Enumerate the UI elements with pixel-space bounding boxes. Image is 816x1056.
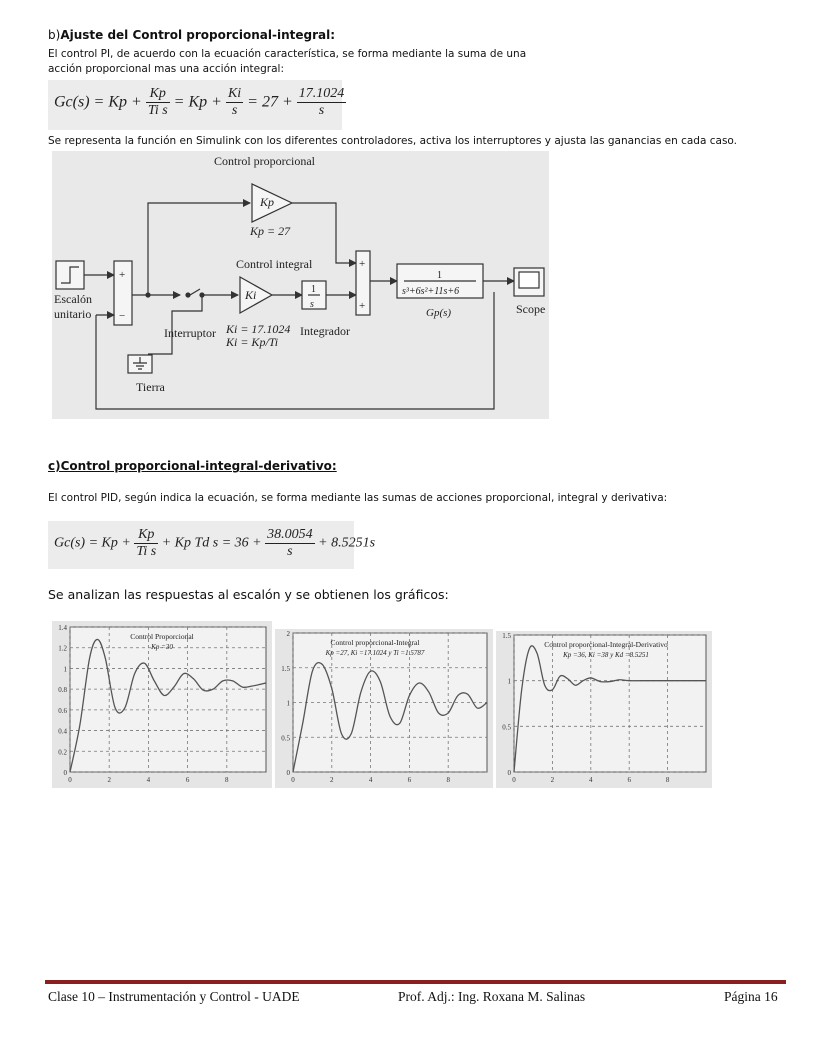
ki-block-label: Ki: [245, 288, 257, 302]
footer-right: Página 16: [724, 989, 778, 1004]
footer-rule: [45, 980, 786, 984]
x-tick-label: 0: [291, 776, 295, 784]
plant-label: Gp(s): [426, 307, 452, 319]
diagram-title: Control proporcional: [214, 154, 315, 168]
pi-eq-frac2-num: Ki: [227, 86, 242, 101]
plant-num: 1: [437, 270, 442, 281]
y-tick-label: 0.5: [502, 723, 511, 732]
pid-eq-frac2-num: 38.0054: [267, 527, 313, 542]
simulink-diagram: [52, 151, 549, 419]
x-tick-label: 2: [330, 776, 334, 784]
plot-pid: [496, 631, 712, 788]
section-b-para2: Se representa la función en Simulink con los diferentes controladores, activa los interruptores y ajusta las ganancias en cada caso.: [48, 135, 737, 147]
pid-eq-rhs: + 8.5251s: [318, 535, 376, 551]
chart-subtitle: Kp =30: [151, 643, 173, 651]
plot-pi: [275, 629, 493, 788]
section-c-para2: Se analizan las respuestas al escalón y se obtienen los gráficos:: [48, 587, 449, 602]
y-tick-label: 0: [286, 769, 290, 777]
x-tick-label: 8: [446, 776, 450, 784]
footer-left: Clase 10 – Instrumentación y Control - UADE: [48, 989, 300, 1004]
ground-label: Tierra: [136, 380, 165, 394]
y-tick-label: 1.2: [58, 644, 67, 653]
kp-block-label: Kp: [260, 195, 275, 209]
pid-eq-frac1: [134, 527, 158, 560]
x-tick-label: 4: [368, 776, 373, 784]
kp-value-label: Kp = 27: [250, 224, 291, 238]
pi-eq-frac1-num: Kp: [146, 86, 170, 103]
ki-formula-label: Ki = Kp/Ti: [226, 335, 279, 349]
section-b-heading: [48, 28, 335, 42]
integrator-den: s: [310, 299, 314, 310]
plot-p: [52, 621, 272, 788]
pi-eq-rhs: = 27 +: [247, 93, 293, 111]
section-c-heading: c)Control proporcional-integral-derivativo:: [48, 459, 337, 473]
x-tick-label: 6: [627, 776, 631, 784]
y-tick-label: 1.5: [502, 632, 511, 640]
x-tick-label: 4: [146, 776, 151, 784]
integrator-num: 1: [311, 284, 316, 295]
section-b-para1-line2: acción proporcional mas una acción integral:: [48, 63, 285, 75]
pid-eq-frac1-num: Kp: [134, 527, 158, 544]
pid-eq-mid: + Kp Td s = 36 +: [161, 535, 262, 551]
switch-label: Interruptor: [164, 326, 216, 340]
x-tick-label: 4: [589, 776, 593, 784]
pi-eq-frac2: [226, 86, 243, 119]
section-b-prefix: b): [48, 28, 61, 42]
y-tick-label: 0.6: [58, 706, 67, 715]
y-tick-label: 1.4: [58, 624, 67, 632]
y-tick-label: 0: [507, 769, 511, 777]
chart-title: Control proporcional-Integral: [330, 638, 420, 647]
pid-eq-lhs: Gc(s) = Kp +: [54, 535, 131, 551]
pi-eq-lhs: Gc(s) = Kp +: [54, 93, 142, 111]
x-tick-label: 8: [665, 776, 670, 784]
section-c-para1: El control PID, según indica la ecuación, se forma mediante las sumas de acciones proporcional, integral y derivativa:: [48, 492, 668, 504]
pi-equation: [48, 80, 345, 130]
plot-pi-svg: [275, 629, 493, 788]
chart-subtitle: Kp =36, Ki =38 y Kd =8.5251: [563, 651, 649, 659]
y-tick-label: 1: [507, 677, 511, 686]
x-tick-label: 2: [107, 776, 111, 784]
section-b-title: Ajuste del Control proporcional-integral:: [60, 28, 336, 42]
pi-eq-frac1: [146, 86, 170, 119]
pi-eq-frac3: [297, 86, 347, 119]
scope-label: Scope: [516, 302, 546, 316]
x-tick-label: 0: [512, 776, 516, 784]
x-tick-label: 8: [225, 776, 229, 784]
y-tick-label: 1.5: [281, 664, 290, 673]
pi-eq-frac3-den: s: [318, 103, 325, 118]
step-label-1: Escalón: [54, 292, 92, 306]
sum1-plus: +: [119, 269, 126, 281]
x-tick-label: 6: [185, 776, 190, 784]
step-label-2: unitario: [54, 307, 92, 321]
plot-p-svg: [52, 621, 272, 788]
chart-title: Control proporcional-Integral-Derivativo: [544, 640, 668, 649]
pi-eq-frac2-den: s: [231, 103, 238, 118]
y-tick-label: 0.4: [58, 727, 67, 736]
pid-eq-frac2: [265, 527, 315, 560]
plant-den: s³+6s²+11s+6: [402, 286, 460, 297]
sum1-minus: −: [119, 310, 126, 322]
pid-equation: [48, 521, 376, 569]
y-tick-label: 0.8: [58, 686, 67, 695]
simulink-diagram-svg: [52, 151, 549, 419]
x-tick-label: 2: [550, 776, 555, 784]
x-tick-label: 6: [407, 776, 412, 784]
footer-center: Prof. Adj.: Ing. Roxana M. Salinas: [398, 989, 586, 1004]
y-tick-label: 0: [63, 769, 67, 777]
integrator-label: Integrador: [300, 324, 350, 338]
sum2-plus-top: +: [359, 258, 366, 270]
y-tick-label: 1: [63, 665, 67, 674]
y-tick-label: 1: [286, 699, 290, 708]
y-tick-label: 0.2: [58, 748, 67, 757]
x-tick-label: 0: [68, 776, 72, 784]
y-tick-label: 2: [286, 630, 290, 638]
pi-eq-mid: = Kp +: [173, 93, 222, 111]
pi-eq-frac3-num: 17.1024: [298, 86, 345, 101]
section-b-para1-line1: El control PI, de acuerdo con la ecuación característica, se forma mediante la suma de una: [48, 48, 527, 60]
chart-subtitle: Kp =27, Ki =17.1024 y Ti =1.5787: [325, 649, 425, 657]
ki-value-label: Ki = 17.1024: [226, 322, 291, 336]
pid-eq-frac2-den: s: [287, 544, 293, 559]
plot-pid-svg: [496, 631, 712, 788]
integral-label: Control integral: [236, 257, 313, 271]
pi-eq-frac1-den: Ti s: [147, 103, 168, 118]
pid-eq-frac1-den: Ti s: [136, 544, 157, 559]
y-tick-label: 0.5: [281, 734, 290, 743]
chart-title: Control Proporcional: [130, 632, 194, 641]
sum2-plus-bottom: +: [359, 300, 366, 312]
